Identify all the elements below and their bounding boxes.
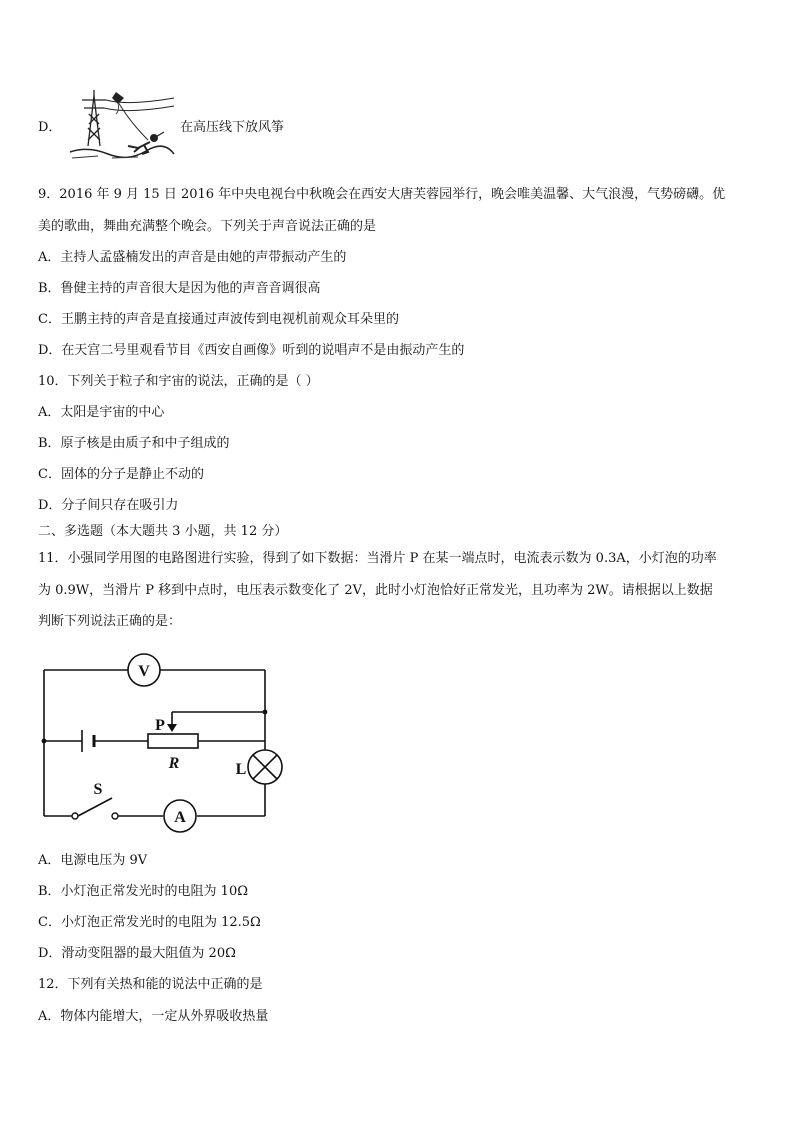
q9-option-c: C．王鹏主持的声音是直接通过声波传到电视机前观众耳朵里的: [38, 312, 399, 327]
q10-option-d: D．分子间只存在吸引力: [38, 498, 179, 513]
q11-option-c: C．小灯泡正常发光时的电阻为 12.5Ω: [38, 915, 261, 930]
switch-label: S: [93, 781, 103, 798]
q9-option-b: B．鲁健主持的声音很大是因为他的声音音调很高: [38, 281, 321, 296]
q8-option-d-text: 在高压线下放风筝: [180, 120, 285, 135]
q12-stem: 12．下列有关热和能的说法中正确的是: [38, 977, 263, 992]
switch-contact-left: [72, 813, 78, 819]
q9-stem-line1: 9．2016 年 9 月 15 日 2016 年中央电视台中秋晚会在西安大唐芙蓉园举行，晚会唯美温馨、大气浪漫，气势磅礴。优: [38, 187, 726, 202]
q10-option-c: C．固体的分子是静止不动的: [38, 467, 204, 482]
q11-option-d: D．滑动变阻器的最大阻值为 20Ω: [38, 946, 236, 961]
q9-option-d: D．在天宫二号里观看节目《西安自画像》听到的说唱声不是由振动产生的: [38, 343, 465, 358]
resistor-label: R: [168, 755, 180, 772]
slider-label: P: [155, 717, 165, 734]
rheostat-symbol: [148, 734, 198, 748]
q11-option-a: A．电源电压为 9V: [38, 853, 148, 868]
q10-option-a: A．太阳是宇宙的中心: [38, 405, 165, 420]
voltmeter-label: V: [138, 663, 150, 680]
q8-option-d-letter: D．: [38, 120, 62, 135]
q10-stem: 10．下列关于粒子和宇宙的说法，正确的是（ ）: [38, 374, 319, 389]
kite-under-powerline-figure: [68, 88, 176, 160]
q11-option-b: B．小灯泡正常发光时的电阻为 10Ω: [38, 884, 249, 899]
q9-stem-line2: 美的歌曲，舞曲充满整个晚会。下列关于声音说法正确的是: [38, 219, 377, 234]
circuit-diagram: [36, 650, 296, 838]
q11-stem-line2: 为 0.9W，当滑片 P 移到中点时，电压表示数变化了 2V，此时小灯泡恰好正常发光，且功率为 2W。请根据以上数据: [38, 583, 713, 598]
q11-stem-line3: 判断下列说法正确的是：: [38, 614, 182, 629]
q10-option-b: B．原子核是由质子和中子组成的: [38, 436, 230, 451]
section-title: 二、多选题（本大题共 3 小题，共 12 分）: [38, 524, 288, 539]
q11-stem-line1: 11．小强同学用图的电路图进行实验，得到了如下数据：当滑片 P 在某一端点时，电流表示数为 0.3A，小灯泡的功率: [38, 551, 717, 566]
ammeter-label: A: [174, 809, 186, 826]
q12-option-a: A．物体内能增大，一定从外界吸收热量: [38, 1009, 269, 1024]
q9-option-a: A．主持人孟盛楠发出的声音是由她的声带振动产生的: [38, 250, 347, 265]
switch-contact-right: [112, 813, 118, 819]
lamp-label: L: [235, 761, 247, 778]
